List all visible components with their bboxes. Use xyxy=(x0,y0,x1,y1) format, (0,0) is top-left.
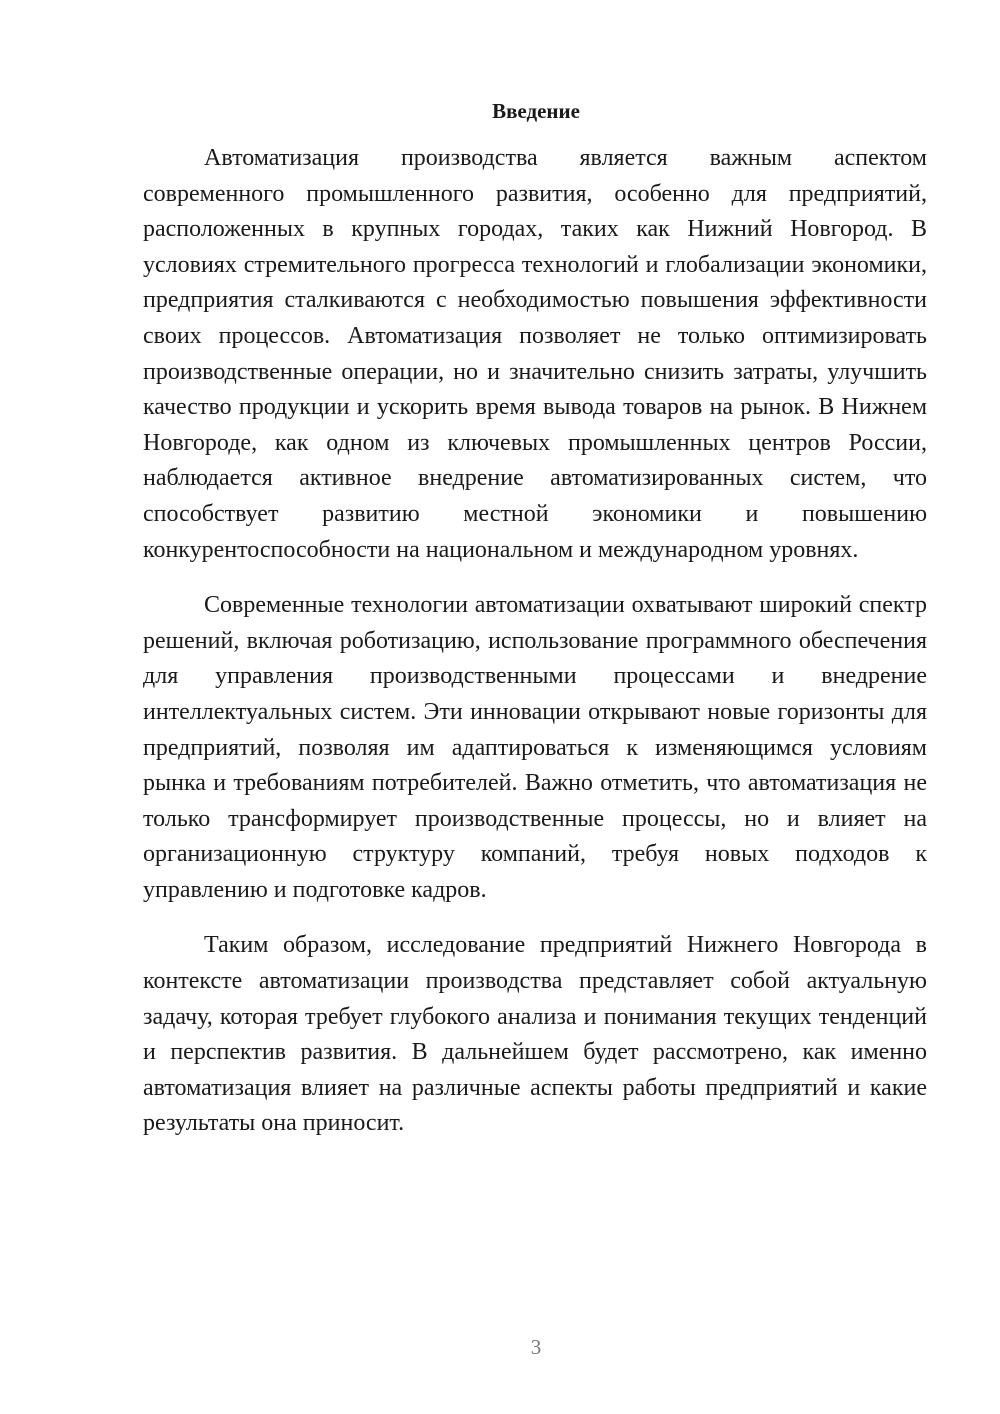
body-text xyxy=(143,141,927,1142)
paragraph-3: Таким образом, исследование предприятий Нижнего Новгорода в контексте автоматизации производства представляет собой актуальную задачу, которая требует глубокого анализа и понимания текущих тенденций и перспектив развития. В дальнейшем будет рассмотрено, как именно автоматизация влияет на различные аспекты работы предприятий и какие результаты она приносит. xyxy=(143,932,927,1137)
section-heading: Введение xyxy=(492,99,580,123)
paragraph-1: Автоматизация производства является важным аспектом современного промышленного развития, особенно для предприятий, расположенных в крупных городах, таких как Нижний Новгород. В условиях стремительного прогресса технологий и глобализации экономики, предприятия сталкиваются с необходимостью повышения эффективности своих процессов. Автоматизация позволяет не только оптимизировать производственные операции, но и значительно снизить затраты, улучшить качество продукции и ускорить время вывода товаров на рынок. В Нижнем Новгороде, как одном из ключевых промышленных центров России, наблюдается активное внедрение автоматизированных систем, что способствует развитию местной экономики и повышению конкурентоспособности на национальном и международном уровнях. xyxy=(143,145,927,563)
page-number: 3 xyxy=(530,1335,542,1359)
paragraph-2: Современные технологии автоматизации охватывают широкий спектр решений, включая роботизацию, использование программного обеспечения для управления производственными процессами и внедрение интеллектуальных систем. Эти инновации открывают новые горизонты для предприятий, позволяя им адаптироваться к изменяющимся условиям рынка и требованиям потребителей. Важно отметить, что автоматизация не только трансформирует производственные процессы, но и влияет на организационную структуру компаний, требуя новых подходов к управлению и подготовке кадров. xyxy=(143,592,927,903)
